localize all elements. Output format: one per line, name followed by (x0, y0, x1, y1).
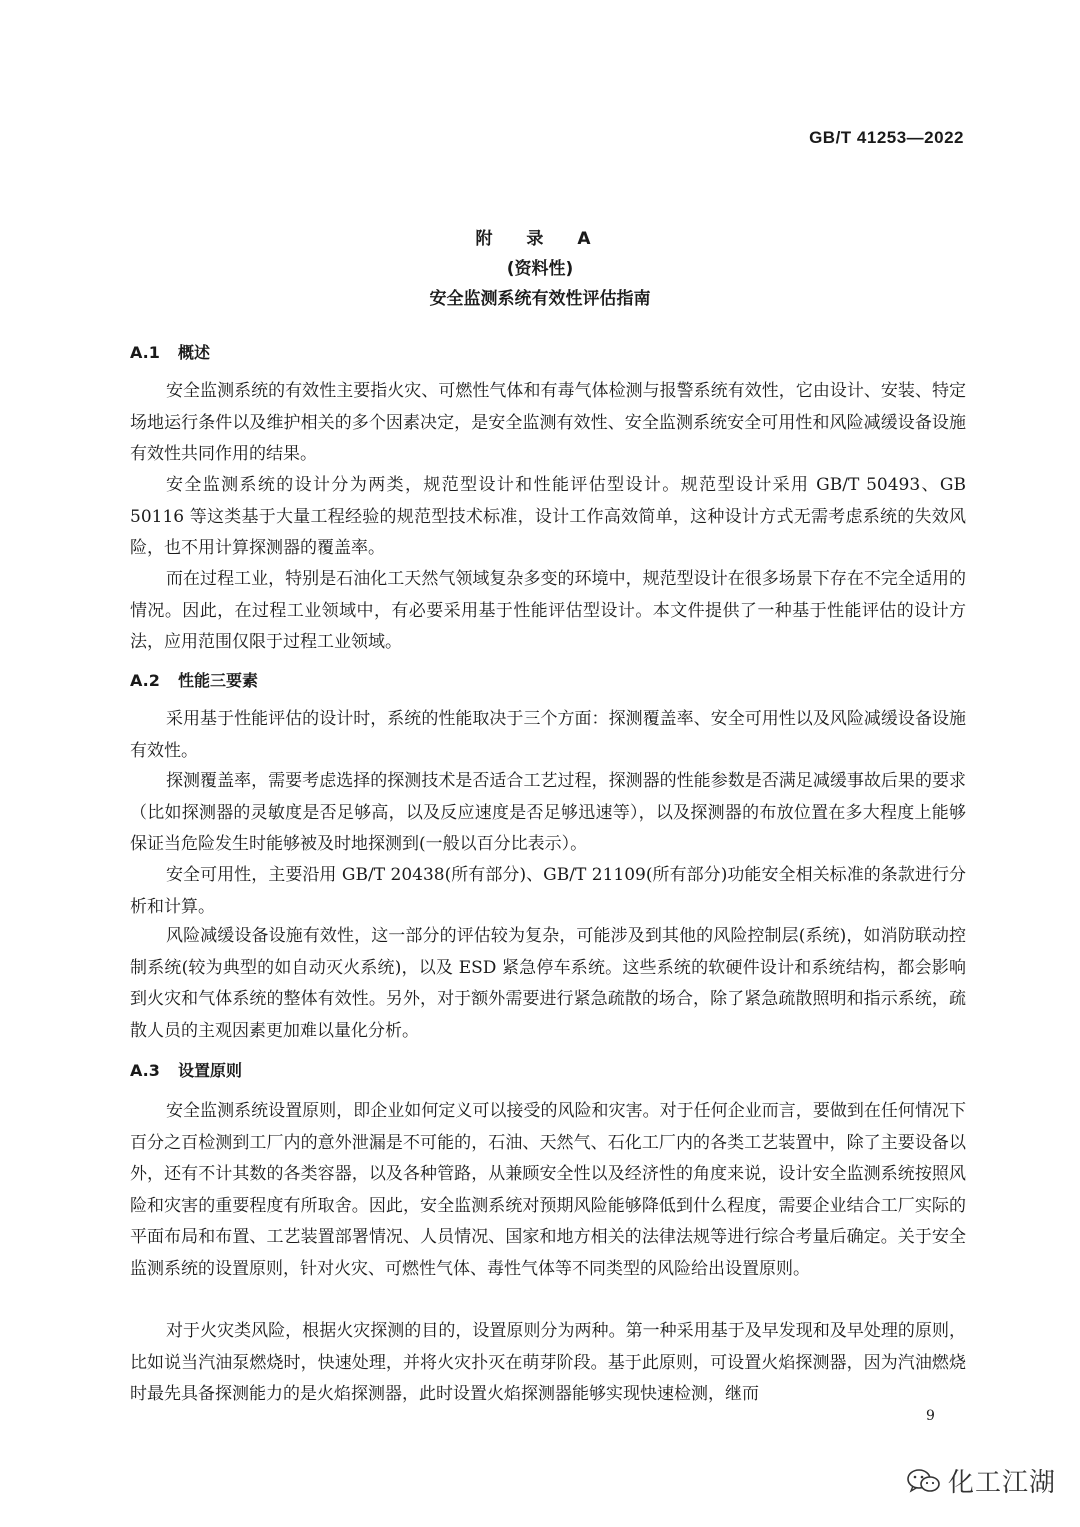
paragraph: 对于火灾类风险，根据火灾探测的目的，设置原则分为两种。第一种采用基于及早发现和及早处理的原则，比如说当汽油泵燃烧时，快速处理，并将火灾扑灭在萌芽阶段。基于此原则，可设置火焰探测器，因为汽油燃烧时最先具备探测能力的是火焰探测器，此时设置火焰探测器能够实现快速检测，继而 (130, 1321, 966, 1404)
paragraph: 安全监测系统的设计分为两类，规范型设计和性能评估型设计。规范型设计采用 GB/T 50493、GB 50116 等这类基于大量工程经验的规范型技术标准，设计工作高效简单，这种设计方式无需考虑系统的失效风险，也不用计算探测器的覆盖率。 (130, 475, 966, 558)
paragraph: 安全监测系统设置原则，即企业如何定义可以接受的风险和灾害。对于任何企业而言，要做到在任何情况下百分之百检测到工厂内的意外泄漏是不可能的，石油、天然气、石化工厂内的各类工艺装置中，除了主要设备以外，还有不计其数的各类容器，以及各种管路，从兼顾安全性以及经济性的角度来说，设计安全监测系统按照风险和灾害的重要程度有所取舍。因此，安全监测系统对预期风险能够降低到什么程度，需要企业结合工厂实际的平面布局和布置、工艺装置部署情况、人员情况、国家和地方相关的法律法规等进行综合考量后确定。关于安全监测系统的设置原则，针对火灾、可燃性气体、毒性气体等不同类型的风险给出设置原则。 (130, 1101, 966, 1279)
section-title: 设置原则 (178, 1061, 243, 1080)
appendix-type: (资料性) (506, 259, 574, 279)
section-title: 性能三要素 (178, 671, 259, 690)
section-number: A.1 (130, 343, 160, 362)
wechat-icon (906, 1468, 940, 1494)
standard-code: GB/T 41253—2022 (809, 128, 964, 147)
paragraph: 安全监测系统的有效性主要指火灾、可燃性气体和有毒气体检测与报警系统有效性，它由设计、安装、特定场地运行条件以及维护相关的多个因素决定，是安全监测有效性、安全监测系统安全可用性和风险减缓设备设施有效性共同作用的结果。 (130, 381, 966, 464)
paragraph: 安全可用性，主要沿用 GB/T 20438(所有部分)、GB/T 21109(所有部分)功能安全相关标准的条款进行分析和计算。 (130, 865, 966, 917)
section-number: A.3 (130, 1061, 160, 1080)
paragraph: 采用基于性能评估的设计时，系统的性能取决于三个方面：探测覆盖率、安全可用性以及风险减缓设备设施有效性。 (130, 709, 966, 761)
appendix-name (0, 284, 1080, 309)
appendix-title: 附 录 A (475, 229, 605, 249)
section-heading-a2 (130, 668, 258, 691)
paragraph: 探测覆盖率，需要考虑选择的探测技术是否适合工艺过程，探测器的性能参数是否满足减缓事故后果的要求（比如探测器的灵敏度是否足够高，以及反应速度是否足够迅速等），以及探测器的布放位置在多大程度上能够保证当危险发生时能够被及时地探测到(一般以百分比表示）。 (130, 771, 966, 854)
section-heading-a1 (130, 340, 210, 363)
appendix-name-text: 安全监测系统有效性评估指南 (429, 289, 651, 309)
watermark (906, 1462, 1056, 1499)
page-number: 9 (926, 1408, 935, 1424)
paragraph: 而在过程工业，特别是石油化工天然气领域复杂多变的环境中，规范型设计在很多场景下存在不完全适用的情况。因此，在过程工业领域中，有必要采用基于性能评估型设计。本文件提供了一种基于性能评估的设计方法，应用范围仅限于过程工业领域。 (130, 569, 966, 652)
section-title: 概述 (178, 343, 211, 362)
paragraph: 风险减缓设备设施有效性，这一部分的评估较为复杂，可能涉及到其他的风险控制层(系统)，如消防联动控制系统(较为典型的如自动灭火系统)，以及 ESD 紧急停车系统。这些系统的软硬件设计和系统结构，都会影响到火灾和气体系统的整体有效性。另外，对于额外需要进行紧急疏散的场合，除了紧急疏散照明和指示系统，疏散人员的主观因素更加难以量化分析。 (130, 926, 966, 1041)
section-number: A.2 (130, 671, 160, 690)
watermark-text: 化工江湖 (948, 1468, 1057, 1498)
section-heading-a3 (130, 1058, 242, 1081)
